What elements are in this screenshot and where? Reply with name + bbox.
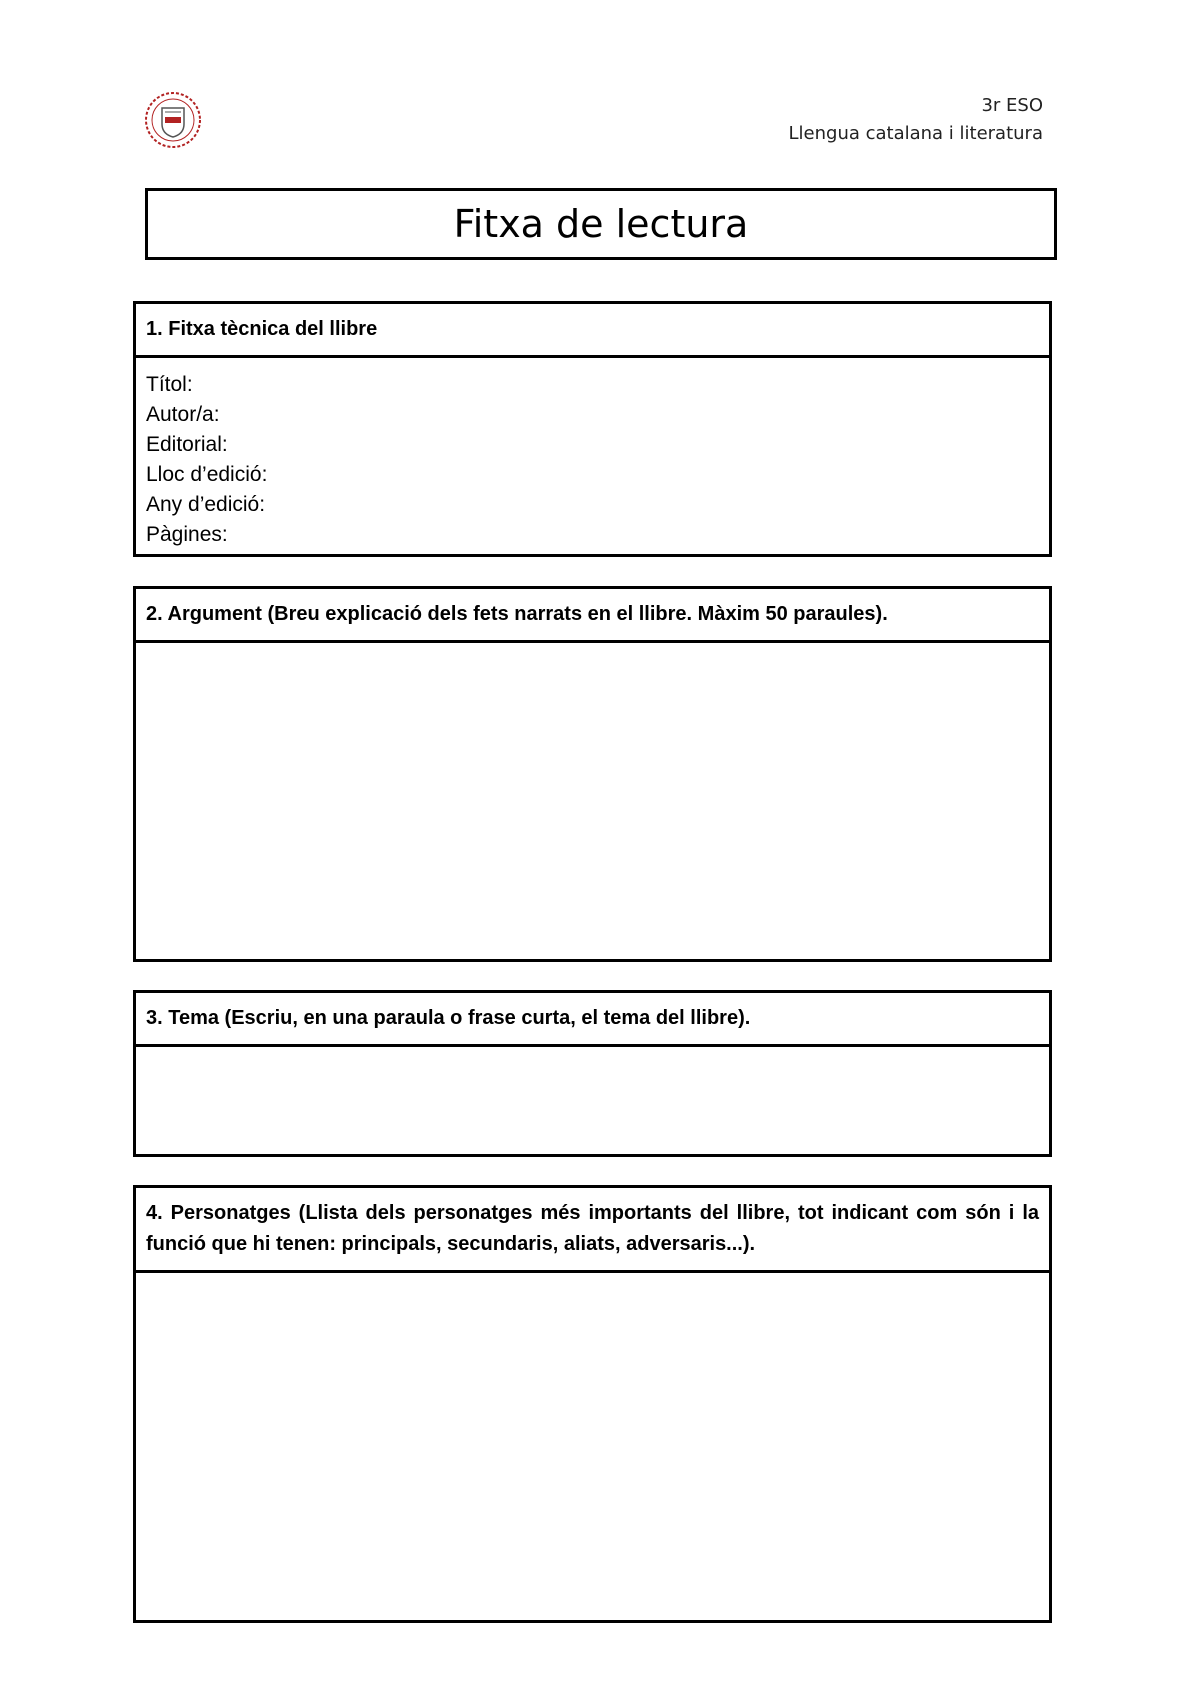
section-heading: 2. Argument (Breu explicació dels fets narrats en el llibre. Màxim 50 paraules). [136,589,1049,643]
page-title: Fitxa de lectura [453,202,749,246]
theme-answer-area[interactable] [136,1047,1049,1071]
field-place-label: Lloc d’edició: [146,463,268,486]
argument-answer-area[interactable] [136,643,1049,667]
field-author-label: Autor/a: [146,403,220,426]
section-technical-sheet [133,301,1052,557]
section-theme [133,990,1052,1157]
field-pages-label: Pàgines: [146,523,228,546]
section-heading: 1. Fitxa tècnica del llibre [136,304,1049,358]
course-label: 3r ESO [981,95,1043,116]
section-body[interactable] [136,358,1049,562]
subject-label: Llengua catalana i literatura [788,123,1043,144]
section-argument [133,586,1052,962]
characters-answer-area[interactable] [136,1273,1049,1297]
field-year-label: Any d’edició: [146,493,266,516]
field-title-label: Títol: [146,373,193,396]
course-header [789,92,1044,148]
school-seal-icon [143,90,203,150]
page-title-box [145,188,1057,260]
section-characters [133,1185,1052,1623]
field-publisher-label: Editorial: [146,433,228,456]
section-heading: 3. Tema (Escriu, en una paraula o frase curta, el tema del llibre). [136,993,1049,1047]
section-heading: 4. Personatges (Llista dels personatges més importants del llibre, tot indicant com són i la funció que hi tenen: principals, secundaris, aliats, adversaris...). [136,1188,1049,1273]
